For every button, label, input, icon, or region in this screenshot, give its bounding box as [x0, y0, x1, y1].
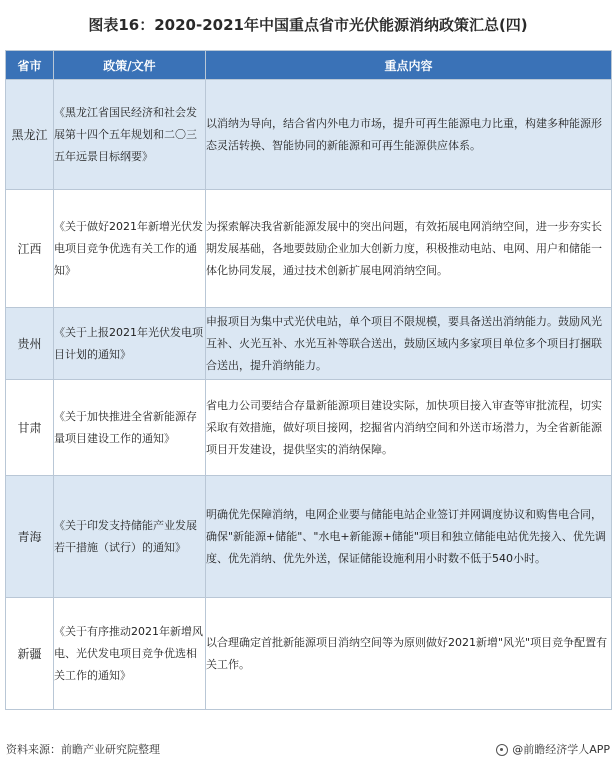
- table-row: [6, 380, 612, 476]
- document-cell: 《关于做好2021年新增光伏发电项目竞争优选有关工作的通知》: [54, 190, 206, 308]
- table-row: [6, 80, 612, 190]
- brand-label: @前瞻经济学人APP: [512, 743, 610, 756]
- province-cell: 黑龙江: [6, 80, 54, 190]
- table-row: [6, 308, 612, 380]
- content-cell: 省电力公司要结合存量新能源项目建设实际，加快项目接入审查等审批流程，切实采取有效措施，做好项目接网，挖掘省内消纳空间和外送市场潜力，为全省新能源项目开发建设，提供坚实的消纳保障。: [206, 380, 612, 476]
- content-cell: 申报项目为集中式光伏电站，单个项目不限规模，要具备送出消纳能力。鼓励风光互补、火光互补、水光互补等联合送出，鼓励区域内多家项目单位多个项目打捆联合送出，提升消纳能力。: [206, 308, 612, 380]
- header-province: 省市: [6, 51, 54, 80]
- brand-watermark: [496, 739, 610, 761]
- content-cell: 明确优先保障消纳，电网企业要与储能电站企业签订并网调度协议和购售电合同，确保"新能源+储能"、"水电+新能源+储能"项目和独立储能电站优先接入、优先调度、优先消纳、优先外送，保证储能设施利用小时数不低于540小时。: [206, 476, 612, 598]
- policy-table: [5, 50, 612, 710]
- table-row: [6, 476, 612, 598]
- content-cell: 以合理确定首批新能源项目消纳空间等为原则做好2021新增"风光"项目竞争配置有关工作。: [206, 598, 612, 710]
- province-cell: 贵州: [6, 308, 54, 380]
- header-document: 政策/文件: [54, 51, 206, 80]
- document-cell: 《关于印发支持储能产业发展若干措施（试行）的通知》: [54, 476, 206, 598]
- table-row: [6, 190, 612, 308]
- document-cell: 《关于加快推进全省新能源存量项目建设工作的通知》: [54, 380, 206, 476]
- header-content: 重点内容: [206, 51, 612, 80]
- document-cell: 《黑龙江省国民经济和社会发展第十四个五年规划和二〇三五年远景目标纲要》: [54, 80, 206, 190]
- document-cell: 《关于有序推动2021年新增风电、光伏发电项目竞争优选相关工作的通知》: [54, 598, 206, 710]
- content-cell: 以消纳为导向，结合省内外电力市场，提升可再生能源电力比重，构建多种能源形态灵活转换、智能协同的新能源和可再生能源供应体系。: [206, 80, 612, 190]
- source-note: 资料来源：前瞻产业研究院整理: [6, 743, 160, 756]
- content-cell: 为探索解决我省新能源发展中的突出问题，有效拓展电网消纳空间，进一步夯实长期发展基础，各地要鼓励企业加大创新力度，积极推动电站、电网、用户和储能一体化协同发展，通过技术创新扩展电网消纳空间。: [206, 190, 612, 308]
- province-cell: 甘肃: [6, 380, 54, 476]
- province-cell: 新疆: [6, 598, 54, 710]
- table-header-row: [6, 51, 612, 80]
- province-cell: 江西: [6, 190, 54, 308]
- province-cell: 青海: [6, 476, 54, 598]
- table-row: [6, 598, 612, 710]
- brand-logo-icon: [496, 744, 508, 756]
- document-cell: 《关于上报2021年光伏发电项目计划的通知》: [54, 308, 206, 380]
- chart-title: 图表16：2020-2021年中国重点省市光伏能源消纳政策汇总(四): [88, 16, 528, 34]
